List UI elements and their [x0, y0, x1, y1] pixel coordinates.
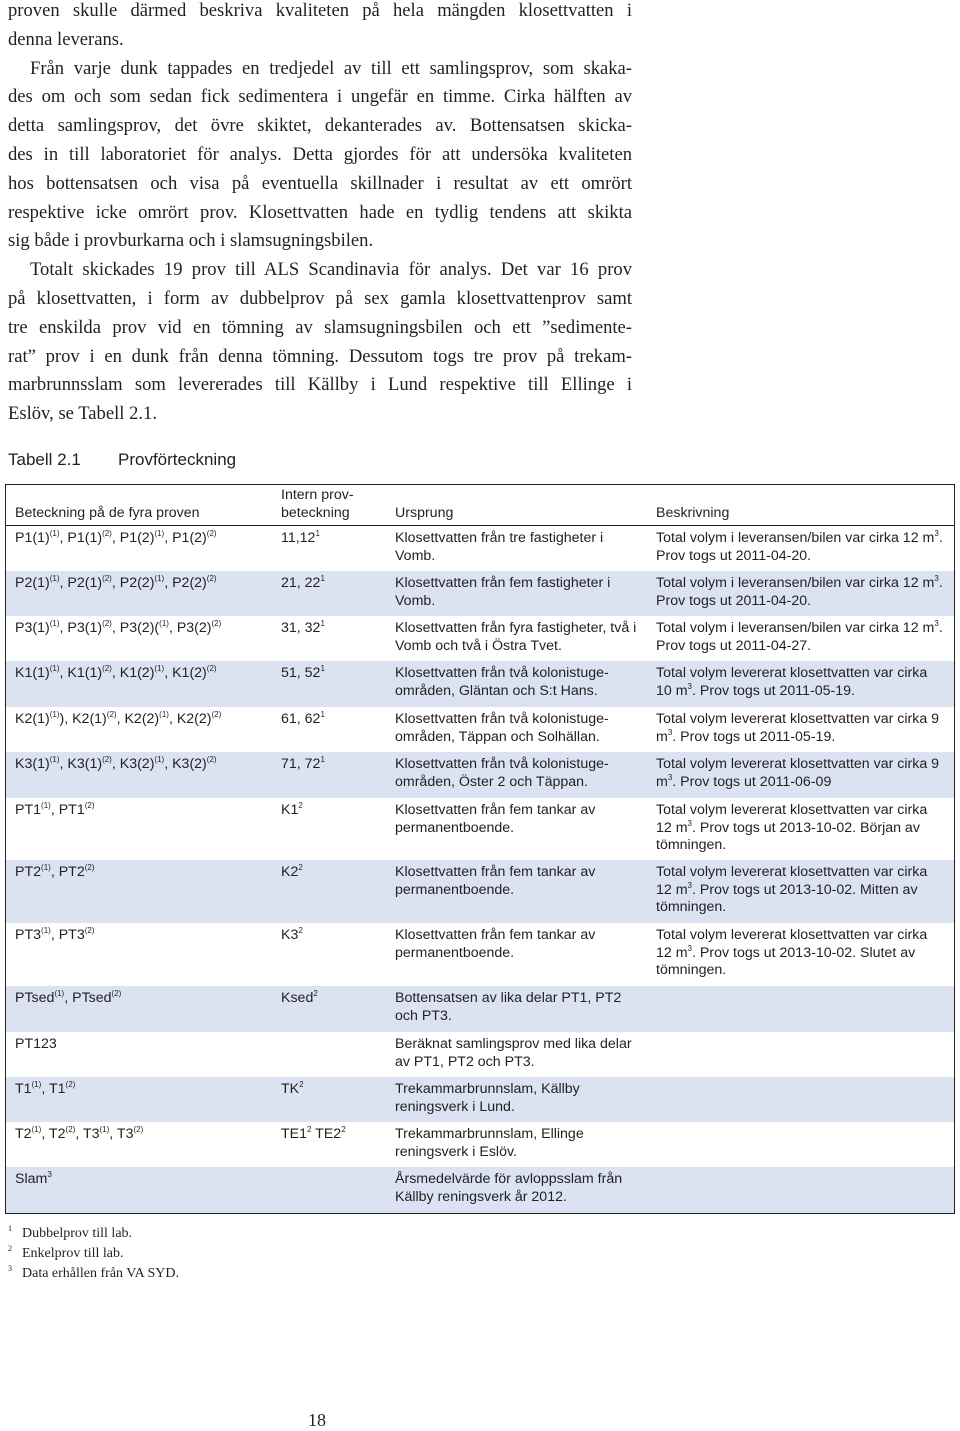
text-line: Från varje dunk tappades en tredjedel av till ett samlingsprov, som skaka- — [30, 57, 632, 79]
cell-origin: Klosettvatten från tre fastigheter i Vomb. — [395, 530, 604, 564]
cell-description: Total volym i leveransen/bilen var cirka 12 $m^3$. Prov togs ut 2011-04-27. — [656, 619, 943, 654]
table-row — [6, 1032, 954, 1077]
header-description: Beskrivning — [656, 504, 730, 521]
header-internal-id-line2: beteckning — [281, 504, 350, 521]
text-line: detta samlingsprov, det övre skiktet, dekanterades av. Bottensatsen skicka- — [8, 115, 632, 137]
paragraph-3 — [8, 256, 632, 429]
page-number: 18 — [308, 1410, 326, 1430]
header-origin: Ursprung — [395, 504, 454, 521]
cell-internal-id: $K2^2$ — [281, 863, 303, 880]
cell-designation: $P3(1)^{(1)}$, $P3(1)^{(2)}$, P3(2)($^{(1)}$, $P3(2)^{(2)}$ — [15, 619, 222, 636]
table-row — [6, 986, 954, 1032]
cell-designation: $P1(1)^{(1)}$, $P1(1)^{(2)}$, $P1(2)^{(1)}$, $P1(2)^{(2)}$ — [15, 529, 217, 546]
cell-origin: Klosettvatten från två kolonistuge-områden, Täppan och Solhällan. — [395, 711, 609, 745]
cell-designation: PT1$^{(1)}$, PT1$^{(2)}$ — [15, 801, 95, 818]
table-header — [6, 485, 954, 526]
footnote — [8, 1224, 179, 1244]
table-title: Provförteckning — [118, 450, 237, 469]
cell-origin: Klosettvatten från fyra fastigheter, två i Vomb och två i Östra Tvet. — [395, 620, 637, 654]
cell-origin: Årsmedelvärde för avloppsslam från Källby reningsverk år 2012. — [395, 1171, 623, 1205]
header-internal-id — [281, 487, 354, 522]
table-row — [6, 798, 954, 860]
footnote — [8, 1244, 179, 1264]
cell-internal-id: 21, $22^1$ — [281, 574, 325, 591]
cell-description: Total volym levererat klosettvatten var cirka 12 $m^3$. Prov togs ut 2013-10-02. Slutet av tömningen. — [656, 927, 928, 978]
table-row — [6, 661, 954, 707]
table-caption — [8, 450, 237, 470]
table-row — [6, 860, 954, 923]
text-line: des in till laboratoriet för analys. Detta gjordes för att undersöka kvaliteten — [8, 143, 632, 165]
cell-designation: PT123 — [15, 1036, 57, 1052]
cell-origin: Trekammarbrunnslam, Källby reningsverk i Lund. — [395, 1081, 580, 1115]
cell-internal-id: $TK^2$ — [281, 1080, 304, 1097]
cell-origin: Klosettvatten från fem tankar av permanentboende. — [395, 864, 596, 898]
cell-description: Total volym i leveransen/bilen var cirka 12 $m^3$. Prov togs ut 2011-04-20. — [656, 574, 943, 609]
cell-designation: PT2$^{(1)}$, PT2$^{(2)}$ — [15, 863, 95, 880]
table-body — [6, 526, 954, 1213]
table-row — [6, 923, 954, 986]
cell-internal-id: $K1^2$ — [281, 801, 303, 818]
cell-designation: T1$^{(1)}$, T1$^{(2)}$ — [15, 1080, 76, 1097]
text-line: Totalt skickades 19 prov till ALS Scandinavia för analys. Det var 16 prov — [30, 259, 632, 281]
cell-origin: Beräknat samlingsprov med lika delar av PT1, PT2 och PT3. — [395, 1036, 632, 1070]
cell-internal-id: 51, $52^1$ — [281, 664, 325, 681]
cell-origin: Klosettvatten från fem tankar av permanentboende. — [395, 927, 596, 961]
cell-internal-id: Ksed$^2$ — [281, 989, 318, 1006]
cell-designation: Slam$^3$ — [15, 1170, 52, 1187]
cell-designation: T2$^{(1)}$, T2$^{(2)}$, T3$^{(1)}$, T3$^{(2)}$ — [15, 1125, 144, 1142]
table-row — [6, 526, 954, 571]
footnote-text: Enkelprov till lab. — [22, 1246, 124, 1261]
table-row — [6, 1122, 954, 1167]
footnote-mark: 3 — [8, 1264, 12, 1273]
cell-internal-id: 61, $62^1$ — [281, 710, 325, 727]
cell-designation: $P2(1)^{(1)}$, $P2(1)^{(2)}$, $P2(2)^{(1)}$, $P2(2)^{(2)}$ — [15, 574, 217, 591]
text-line: rat” prov i en dunk från denna tömning. Dessutom togs tre prov på trekam- — [8, 345, 632, 367]
footnote — [8, 1264, 179, 1284]
cell-description: Total volym levererat klosettvatten var cirka 9 $m^3$. Prov togs ut 2011-06-09 — [656, 756, 940, 790]
table-row — [6, 707, 954, 752]
table-row — [6, 1077, 954, 1122]
cell-origin: Trekammarbrunnslam, Ellinge reningsverk i Eslöv. — [395, 1126, 584, 1160]
cell-description: Total volym i leveransen/bilen var cirka 12 $m^3$. Prov togs ut 2011-04-20. — [656, 529, 943, 564]
footnote-text: Data erhållen från VA SYD. — [22, 1266, 179, 1281]
paragraph-1 — [8, 0, 632, 55]
cell-origin: Bottensatsen av lika delar PT1, PT2 och PT3. — [395, 990, 622, 1024]
footnotes — [8, 1224, 179, 1284]
table-row — [6, 1167, 954, 1213]
cell-designation: $K1(1)^{(1)}$, $K1(1)^{(2)}$, $K1(2)^{(1)}$, $K1(2)^{(2)}$ — [15, 664, 217, 681]
text-line: respektive icke omrört prov. Klosettvatten hade en tydlig tendens att skikta — [8, 201, 632, 223]
text-line: marbrunnsslam som levererades till Källby i Lund respektive till Ellinge i — [8, 374, 632, 396]
cell-description: Total volym levererat klosettvatten var cirka 12 $m^3$. Prov togs ut 2013-10-02. Början av tömningen. — [656, 802, 928, 853]
cell-internal-id: 31, $32^1$ — [281, 619, 325, 636]
text-line: på klosettvatten, i form av dubbelprov på sex gamla klosettvattenprov samt — [8, 287, 632, 309]
paragraph-2 — [8, 55, 632, 257]
text-line: sig både i provburkarna och i slamsugningsbilen. — [8, 230, 374, 252]
cell-designation: $K3(1)^{(1)}$, $K3(1)^{(2)}$, $K3(2)^{(1)}$, $K3(2)^{(2)}$ — [15, 755, 217, 772]
text-line: tre enskilda prov vid en tömning av slamsugningsbilen och ett ”sedimente- — [8, 316, 632, 338]
cell-description: Total volym levererat klosettvatten var cirka 10 $m^3$. Prov togs ut 2011-05-19. — [656, 665, 928, 699]
footnote-mark: 2 — [8, 1244, 12, 1253]
cell-internal-id: 71, $72^1$ — [281, 755, 325, 772]
footnote-text: Dubbelprov till lab. — [22, 1226, 133, 1241]
body-text — [8, 0, 632, 429]
cell-designation: PTsed$^{(1)}$, PTsed$^{(2)}$ — [15, 989, 122, 1006]
table-row — [6, 571, 954, 616]
text-line: proven skulle därmed beskriva kvaliteten på hela mängden klosettvatten i — [8, 0, 632, 21]
cell-description: Total volym levererat klosettvatten var cirka 9 $m^3$. Prov togs ut 2011-05-19. — [656, 711, 940, 745]
cell-origin: Klosettvatten från två kolonistuge-områden, Gläntan och S:t Hans. — [395, 665, 609, 699]
cell-designation: $K2(1)^{(1)}$), $K2(1)^{(2)}$, $K2(2)^{(1)}$, $K2(2)^{(2)}$ — [15, 710, 222, 727]
cell-origin: Klosettvatten från fem tankar av permanentboende. — [395, 802, 596, 836]
text-line: des om och som sedan fick sedimentera i ungefär en timme. Cirka hälften av — [8, 86, 632, 108]
cell-origin: Klosettvatten från fem fastigheter i Vomb. — [395, 575, 611, 609]
table-row — [6, 616, 954, 661]
table-row — [6, 752, 954, 798]
cell-internal-id: 11,12$^1$ — [281, 529, 320, 546]
text-line: hos bottensatsen och visa på eventuella skillnader i resultat av ett omrört — [8, 172, 632, 194]
cell-description: Total volym levererat klosettvatten var cirka 12 $m^3$. Prov togs ut 2013-10-02. Mitten av tömningen. — [656, 864, 928, 915]
cell-internal-id: $K3^2$ — [281, 926, 303, 943]
cell-internal-id: $TE1^2$ $TE2^2$ — [281, 1125, 346, 1142]
header-internal-id-line1: Intern prov- — [281, 487, 354, 503]
text-line: Eslöv, se Tabell 2.1. — [8, 403, 157, 425]
table-number: Tabell 2.1 — [8, 450, 81, 469]
cell-origin: Klosettvatten från två kolonistuge-områden, Öster 2 och Täppan. — [395, 756, 609, 790]
text-line: denna leverans. — [8, 28, 124, 50]
footnote-mark: 1 — [8, 1224, 12, 1233]
header-designation: Beteckning på de fyra proven — [15, 504, 200, 521]
cell-designation: PT3$^{(1)}$, PT3$^{(2)}$ — [15, 926, 95, 943]
sample-table — [5, 484, 955, 1214]
